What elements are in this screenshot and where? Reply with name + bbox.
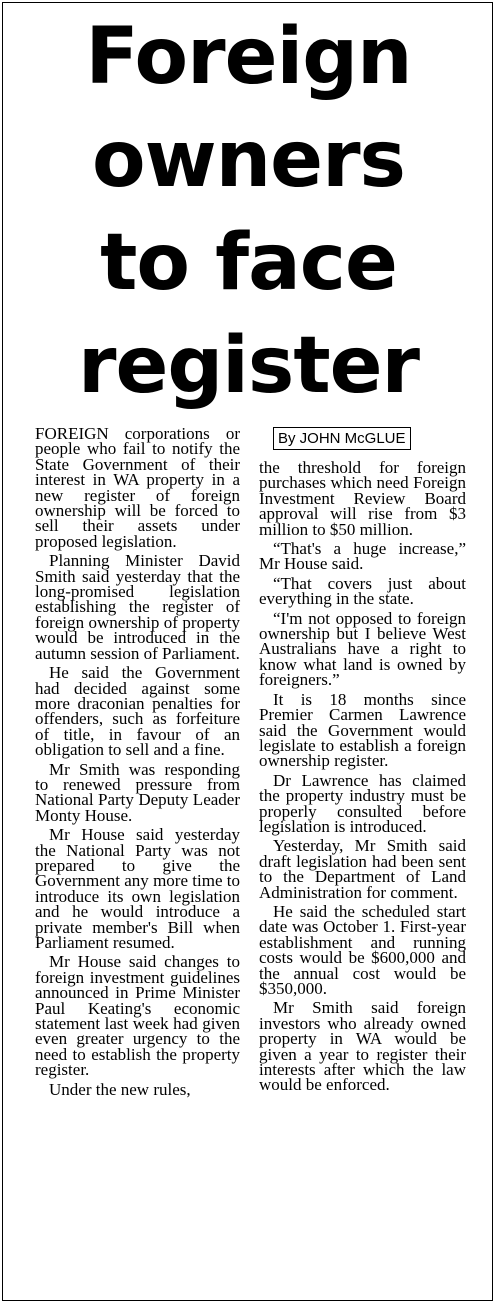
article-paragraph: Mr Smith said foreign investors who already owned property in WA would be given a year to register their interests after which the law would be enforced. [259,998,466,1095]
byline: By JOHN McGLUE [273,427,411,450]
article-column-right [259,426,466,1097]
headline [0,6,497,418]
article-paragraph: Yesterday, Mr Smith said draft legislation had been sent to the Department of Land Administration for comment. [259,836,466,902]
article-paragraph: Mr House said yesterday the National Party was not prepared to give the Government any more time to introduce its own legislation and he would introduce a private member's Bill when Parliament resumed. [35,825,240,952]
article-paragraph: He said the Government had decided against some more draconian penalties for offenders, such as forfeiture of title, in favour of an obligation to sell and a fine. [35,663,240,760]
headline-line: register [77,321,420,411]
headline-line: owners [92,115,405,205]
article-paragraph: Planning Minister David Smith said yesterday that the long-promised legislation establishing the register of foreign ownership of property would be introduced in the autumn session of Parliament. [35,551,240,663]
article-paragraph: the threshold for foreign purchases which need Foreign Investment Review Board approval will rise from $3 million to $50 million. [259,458,466,539]
article-paragraph: “I'm not opposed to foreign ownership but I believe West Australians have a right to know what land is owned by foreigners.” [259,608,466,690]
article-column-left [35,426,240,1101]
headline-line: to face [100,218,397,308]
article-paragraph: Under the new rules, [49,1079,191,1099]
article-paragraph: Mr Smith was responding to renewed pressure from National Party Deputy Leader Monty House. [35,759,240,825]
article-paragraph: “That's a huge increase,” Mr House said. [259,539,466,574]
article-paragraph: Mr House said changes to foreign investment guidelines announced in Prime Minister Paul Keating's economic statement last week had given even greater urgency to the need to establish the property register. [35,952,240,1080]
article-paragraph: FOREIGN corporations or people who fail to notify the State Government of their interest in WA property in a new register of foreign ownership will be forced to sell their assets under proposed legislation. [35,424,240,551]
article-paragraph: “That covers just about everything in the state. [259,573,466,609]
article-paragraph: Dr Lawrence has claimed the property industry must be properly consulted before legislation is introduced. [259,770,466,836]
headline-line: Foreign [85,12,412,102]
article-paragraph: It is 18 months since Premier Carmen Lawrence said the Government would legislate to establish a foreign ownership register. [259,689,466,771]
article-paragraph: He said the scheduled start date was October 1. First-year establishment and running costs would be $600,000 and the annual cost would be $350,000. [259,901,466,998]
